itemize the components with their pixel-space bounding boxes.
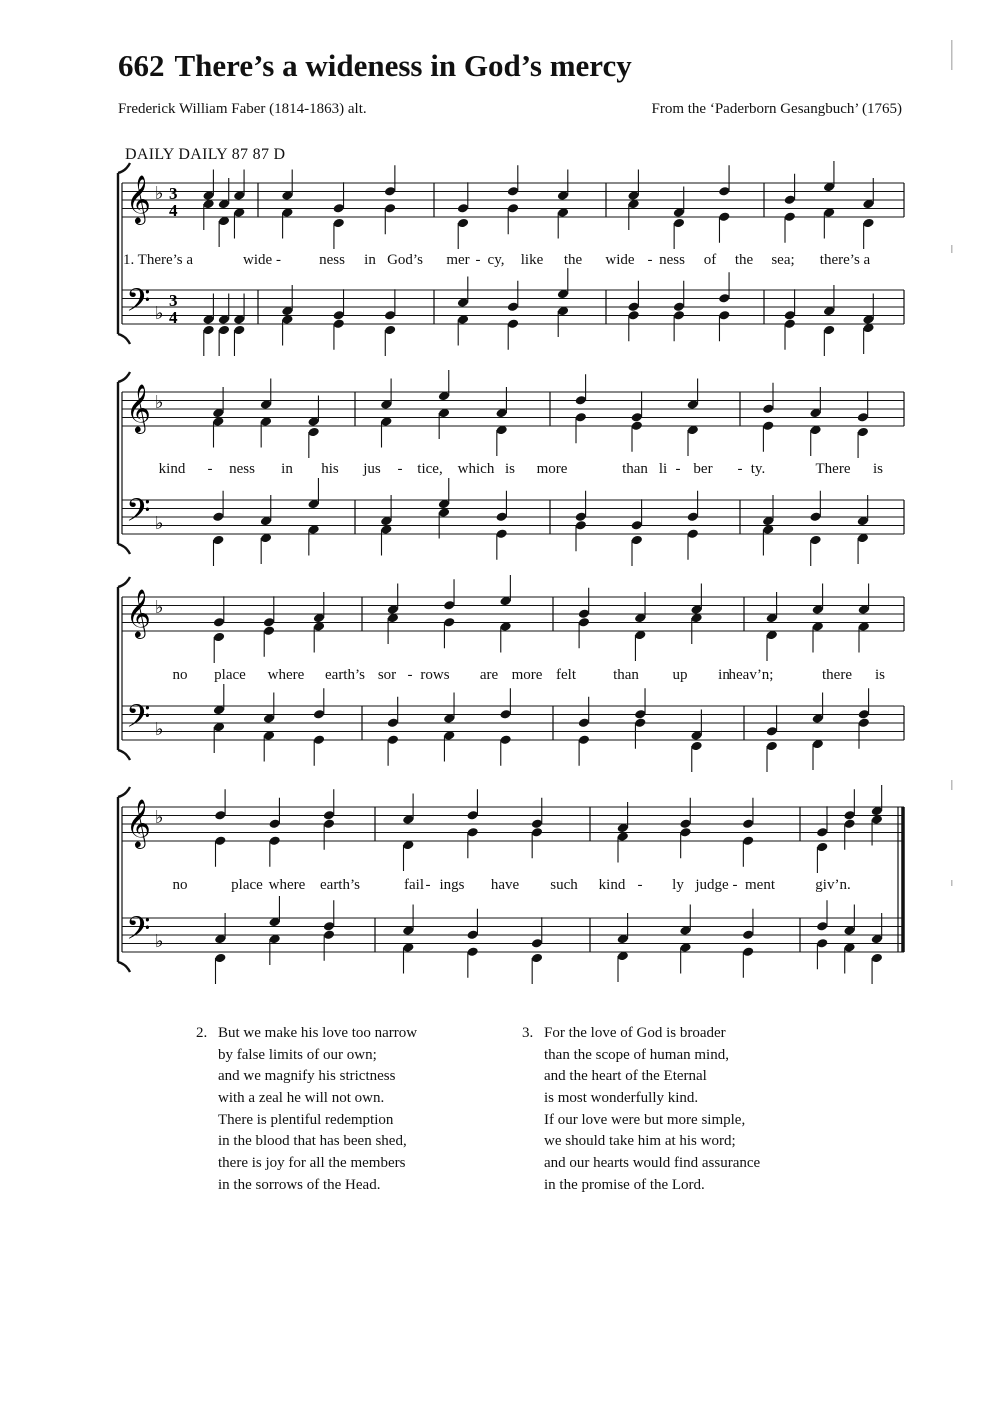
verse-line: in the blood that has been shed, bbox=[218, 1133, 407, 1150]
lyric-syllable: tice, bbox=[417, 461, 443, 477]
lyric-syllable: sea; bbox=[771, 252, 795, 268]
lyric-syllable: there bbox=[822, 667, 852, 683]
lyric-syllable: heav’n; bbox=[728, 667, 774, 683]
verse-line: If our love were but more simple, bbox=[544, 1111, 746, 1128]
flat-key-signature-icon: ♭ bbox=[155, 719, 164, 740]
bass-clef-icon: 𝄢 bbox=[126, 282, 151, 326]
lyric-syllable: no bbox=[172, 667, 188, 683]
lyric-syllable: no bbox=[172, 877, 188, 893]
lyric-syllable: God’s bbox=[387, 252, 423, 268]
hymn-title: There’s a wideness in God’s mercy bbox=[174, 48, 632, 83]
verse-line: For the love of God is broader bbox=[544, 1025, 726, 1041]
lyric-syllable: like bbox=[520, 252, 544, 268]
verse-line: in the promise of the Lord. bbox=[544, 1176, 705, 1193]
lyric-syllable: in bbox=[718, 667, 730, 683]
lyric-syllable: have bbox=[490, 877, 520, 893]
tune-name: DAILY DAILY 87 87 D bbox=[125, 146, 286, 163]
lyric-syllable: of bbox=[703, 252, 717, 268]
lyric-syllable: in bbox=[364, 252, 376, 268]
lyric-syllable: - bbox=[407, 667, 413, 683]
lyric-syllable: the bbox=[734, 252, 754, 268]
verse-line: is most wonderfully kind. bbox=[544, 1090, 699, 1107]
flat-key-signature-icon: ♭ bbox=[155, 303, 164, 324]
flat-key-signature-icon: ♭ bbox=[155, 513, 164, 534]
bass-clef-icon: 𝄢 bbox=[126, 910, 151, 954]
treble-clef-icon: 𝄞 bbox=[126, 383, 151, 432]
lyric-syllable: - bbox=[425, 877, 431, 893]
hymn-number: 662 bbox=[118, 48, 165, 83]
lyric-syllable: - bbox=[637, 877, 643, 893]
lyric-syllable: earth’s bbox=[320, 877, 360, 893]
lyric-syllable: ness bbox=[319, 252, 345, 268]
lyric-syllable: where bbox=[267, 667, 305, 683]
verse-line: in the sorrows of the Head. bbox=[218, 1176, 381, 1193]
verse-line: there is joy for all the members bbox=[218, 1155, 406, 1172]
time-signature: 4 bbox=[169, 308, 178, 327]
lyric-syllable: - bbox=[647, 252, 653, 268]
verse-line: There is plentiful redemption bbox=[218, 1111, 394, 1128]
lyric-syllable: his bbox=[321, 461, 339, 477]
lyric-syllable: - bbox=[732, 877, 738, 893]
lyric-syllable: where bbox=[268, 877, 306, 893]
lyric-syllable: ly bbox=[672, 877, 684, 893]
verse-number: 3. bbox=[522, 1025, 534, 1041]
time-signature: 3 bbox=[169, 291, 178, 310]
lyric-syllable: - bbox=[737, 461, 743, 477]
lyric-syllable: - bbox=[207, 461, 213, 477]
lyric-syllable: - bbox=[475, 252, 481, 268]
lyric-syllable: is bbox=[504, 461, 516, 477]
verse-number: 2. bbox=[196, 1025, 208, 1041]
lyric-syllable: which bbox=[457, 461, 495, 477]
verse-line: by false limits of our own; bbox=[218, 1046, 377, 1063]
time-signature: 4 bbox=[169, 201, 178, 220]
lyric-syllable: - bbox=[397, 461, 403, 477]
verse-line: and our hearts would find assurance bbox=[544, 1155, 761, 1172]
lyric-syllable: ty. bbox=[750, 461, 766, 477]
lyric-syllable: mer bbox=[446, 252, 470, 268]
lyric-syllable: ings bbox=[439, 877, 465, 893]
lyric-syllable: earth’s bbox=[325, 667, 365, 683]
lyric-syllable: kind bbox=[158, 461, 186, 477]
lyric-syllable: are bbox=[479, 667, 499, 683]
lyric-syllable: judge bbox=[695, 877, 729, 893]
lyric-syllable: wide - bbox=[243, 252, 281, 268]
lyric-syllable: jus bbox=[363, 461, 381, 477]
time-signature: 3 bbox=[169, 184, 178, 203]
verse-line: we should take him at his word; bbox=[544, 1133, 736, 1150]
flat-key-signature-icon: ♭ bbox=[155, 931, 164, 952]
hymn-source: From the ‘Paderborn Gesangbuch’ (1765) bbox=[651, 101, 902, 117]
lyric-syllable: 1. There’s a bbox=[122, 252, 194, 268]
lyric-syllable: - bbox=[675, 461, 681, 477]
verse-line: But we make his love too narrow bbox=[218, 1025, 418, 1041]
lyric-syllable: is bbox=[872, 461, 884, 477]
lyric-syllable: li bbox=[658, 461, 668, 477]
treble-clef-icon: 𝄞 bbox=[126, 588, 151, 637]
lyric-syllable: kind bbox=[598, 877, 626, 893]
lyric-syllable: more bbox=[536, 461, 568, 477]
lyric-syllable: in bbox=[281, 461, 293, 477]
scan-mark bbox=[951, 245, 953, 253]
scan-mark bbox=[951, 880, 953, 886]
treble-clef-icon: 𝄞 bbox=[126, 798, 151, 847]
lyric-syllable: such bbox=[550, 877, 578, 893]
verse-line: and the heart of the Eternal bbox=[544, 1068, 707, 1085]
lyric-syllable: giv’n. bbox=[815, 877, 851, 893]
lyric-syllable: the bbox=[563, 252, 583, 268]
verse-line: and we magnify his strictness bbox=[218, 1068, 396, 1085]
lyric-syllable: cy, bbox=[487, 252, 505, 268]
lyric-syllable: than bbox=[622, 461, 648, 477]
lyric-syllable: sor bbox=[377, 667, 397, 683]
scan-mark bbox=[951, 780, 953, 790]
verse-line: than the scope of human mind, bbox=[544, 1046, 729, 1063]
lyric-syllable: more bbox=[511, 667, 543, 683]
lyric-syllable: is bbox=[874, 667, 886, 683]
treble-clef-icon: 𝄞 bbox=[126, 174, 151, 223]
bass-clef-icon: 𝄢 bbox=[126, 698, 151, 742]
flat-key-signature-icon: ♭ bbox=[155, 597, 164, 618]
hymn-author: Frederick William Faber (1814-1863) alt. bbox=[118, 101, 367, 117]
lyric-syllable: ber bbox=[693, 461, 713, 477]
flat-key-signature-icon: ♭ bbox=[155, 183, 164, 204]
bass-clef-icon: 𝄢 bbox=[126, 492, 151, 536]
lyric-syllable: fail bbox=[404, 877, 424, 893]
flat-key-signature-icon: ♭ bbox=[155, 392, 164, 413]
lyric-syllable: ness bbox=[659, 252, 685, 268]
verse-line: with a zeal he will not own. bbox=[218, 1090, 385, 1107]
lyric-syllable: ment bbox=[745, 877, 775, 893]
lyric-syllable: rows bbox=[420, 667, 450, 683]
lyric-syllable: wide bbox=[605, 252, 635, 268]
flat-key-signature-icon: ♭ bbox=[155, 807, 164, 828]
lyric-syllable: ness bbox=[229, 461, 255, 477]
lyric-syllable: There bbox=[815, 461, 851, 477]
lyric-syllable: felt bbox=[556, 667, 576, 683]
lyric-syllable: than bbox=[613, 667, 639, 683]
lyric-syllable: place bbox=[231, 877, 263, 893]
lyric-syllable: there’s a bbox=[819, 252, 871, 268]
lyric-syllable: place bbox=[214, 667, 246, 683]
lyric-syllable: up bbox=[672, 667, 688, 683]
scan-mark bbox=[951, 40, 953, 70]
